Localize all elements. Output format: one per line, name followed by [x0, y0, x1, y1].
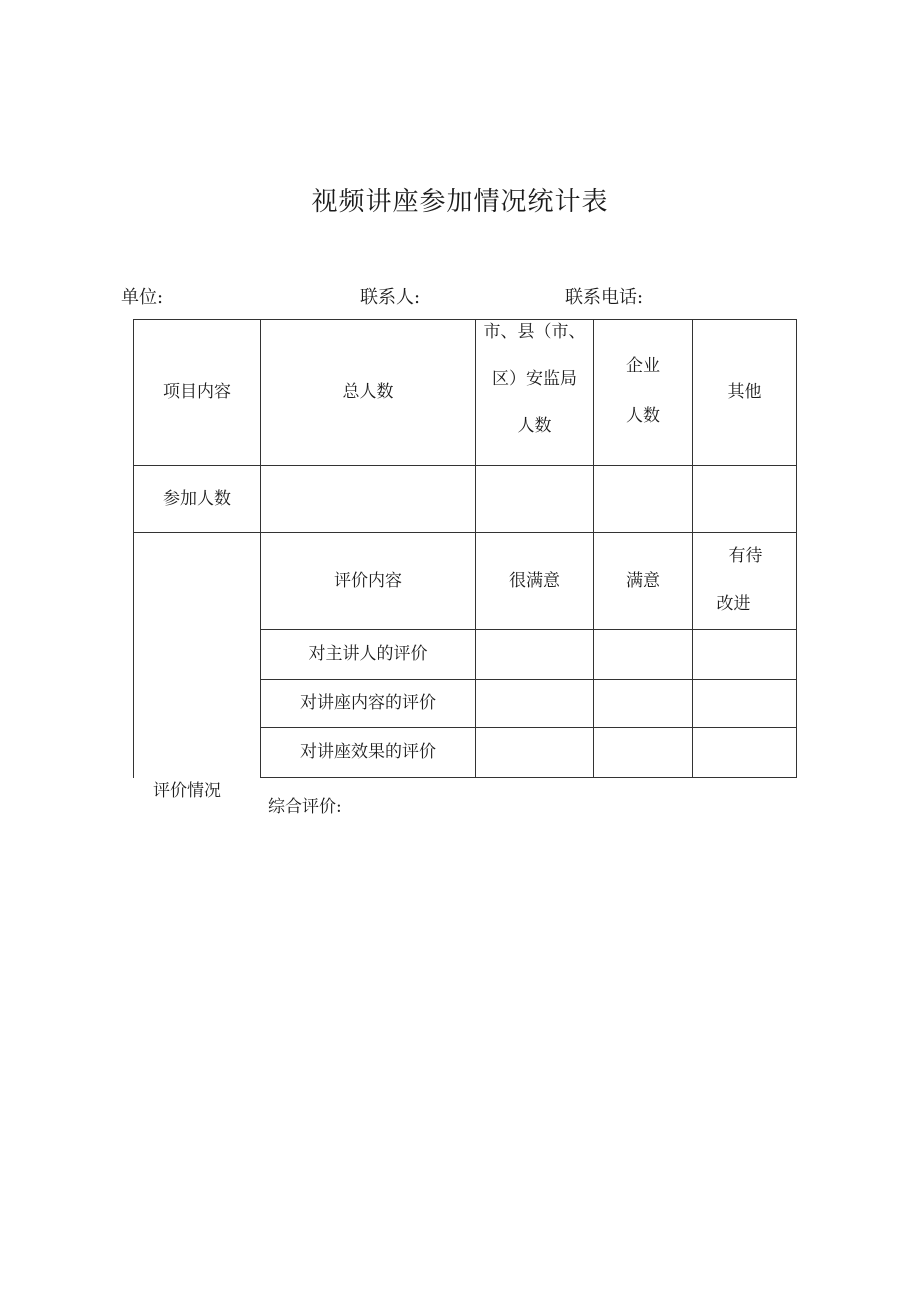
contact-person-label: 联系人:: [360, 287, 421, 308]
header-enterprise-line2: 人数: [626, 405, 660, 426]
very-satisfied-header: 很满意: [509, 570, 560, 591]
evaluation-cell[interactable]: [476, 728, 593, 777]
evaluation-cell[interactable]: [594, 680, 692, 727]
needs-improvement-line2: 改进: [716, 594, 751, 614]
attendance-row-label: 参加人数: [163, 488, 231, 509]
form-title: 视频讲座参加情况统计表: [311, 187, 609, 217]
evaluation-cell[interactable]: [476, 680, 593, 727]
evaluation-row-label: 对讲座内容的评价: [300, 693, 436, 714]
evaluation-cell[interactable]: [594, 630, 692, 679]
evaluation-row-label: 对讲座效果的评价: [300, 742, 436, 763]
evaluation-row-label: 对主讲人的评价: [308, 644, 428, 665]
grid-line: [260, 777, 797, 778]
header-enterprise-line1: 企业: [626, 355, 660, 376]
evaluation-content-header: 评价内容: [334, 570, 402, 591]
attendance-enterprise-value[interactable]: [594, 466, 692, 532]
evaluation-cell[interactable]: [693, 728, 796, 777]
needs-improvement-line1: 有待: [728, 546, 763, 566]
satisfied-header: 满意: [626, 570, 660, 591]
evaluation-cell[interactable]: [594, 728, 692, 777]
attendance-total-value[interactable]: [261, 466, 475, 532]
evaluation-section-label: 评价情况: [153, 781, 221, 801]
attendance-city-value[interactable]: [476, 466, 593, 532]
evaluation-cell[interactable]: [693, 630, 796, 679]
header-city-line2: 区）安监局: [492, 369, 577, 389]
header-city-bureau-count: [476, 320, 593, 465]
evaluation-cell[interactable]: [693, 680, 796, 727]
header-item-content: 项目内容: [163, 382, 231, 403]
unit-field-label: 单位:: [121, 287, 164, 308]
needs-improvement-header: [693, 533, 796, 629]
header-other: 其他: [727, 382, 762, 403]
header-enterprise-count: [594, 320, 692, 465]
header-city-line1: 市、县（市、: [483, 322, 586, 342]
contact-phone-label: 联系电话:: [565, 287, 644, 308]
header-city-line3: 人数: [517, 416, 552, 436]
attendance-other-value[interactable]: [693, 466, 796, 532]
evaluation-cell[interactable]: [476, 630, 593, 679]
overall-evaluation-label: 综合评价:: [268, 797, 342, 817]
header-total-count: 总人数: [342, 382, 394, 403]
grid-line: [796, 319, 797, 778]
